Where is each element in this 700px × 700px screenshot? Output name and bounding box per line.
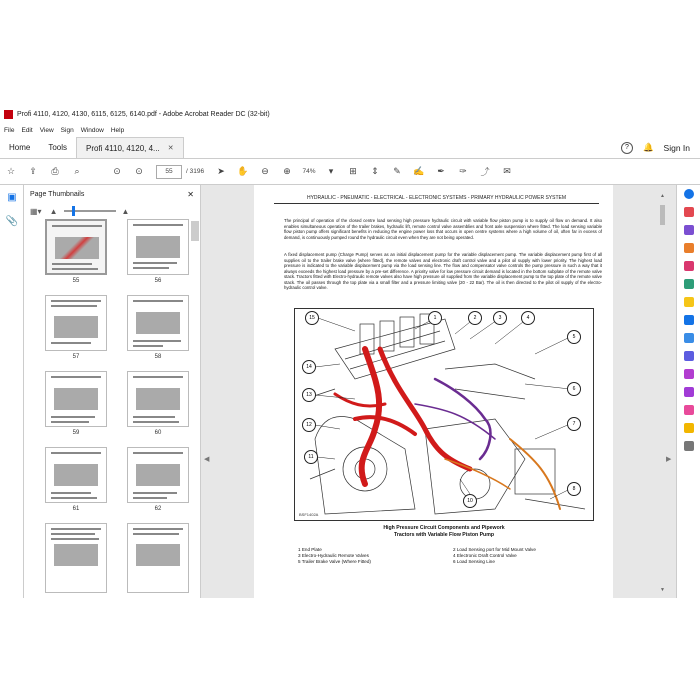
share-icon[interactable]: ⤴ <box>480 167 490 177</box>
large-thumb-icon: ▲ <box>121 206 130 216</box>
print-icon[interactable]: ⎙ <box>51 166 59 176</box>
tabbar-right <box>621 137 700 158</box>
thumbnail-page[interactable] <box>127 447 189 503</box>
callout-4: 4 <box>521 311 535 325</box>
fill-sign-icon[interactable] <box>677 365 700 383</box>
mail-icon[interactable]: ✉ <box>503 166 511 176</box>
scroll-down-icon[interactable]: ▼ <box>660 587 665 593</box>
callout-7: 7 <box>567 417 581 431</box>
acrobat-app-icon <box>4 110 13 119</box>
export-pdf-icon[interactable] <box>677 257 700 275</box>
collapse-left-icon[interactable]: ◀ <box>204 456 210 463</box>
legend-item: 3 Electro-Hydraulic Remote Valves <box>298 553 369 559</box>
callout-14: 14 <box>302 360 316 374</box>
highlight-icon[interactable]: ✍ <box>413 166 425 176</box>
thumbnail-page[interactable] <box>127 295 189 351</box>
legend-item: 4 Electronic Draft Control Valve <box>453 553 517 559</box>
callout-5: 5 <box>567 330 581 344</box>
menu-window[interactable]: Window <box>80 126 104 134</box>
protect-icon[interactable] <box>677 347 700 365</box>
callout-15: 15 <box>305 311 319 325</box>
thumbnail-page[interactable] <box>45 295 107 351</box>
tab-tools[interactable] <box>39 137 76 158</box>
callout-8: 8 <box>567 482 581 496</box>
scroll-mode-icon[interactable]: ⇕ <box>371 166 379 176</box>
select-cursor-icon[interactable]: ➤ <box>217 166 225 176</box>
pen-icon[interactable]: ✒ <box>437 166 445 176</box>
comment-icon[interactable]: ✎ <box>393 166 401 176</box>
paragraph-2: A fixed displacement pump (Charge Pump) serves as an initial displacement pump for the variable displacement pump. The variable displacement pump first of all supplies oil to the trailer brake valve (where fitted), the remote valves and electronic draft control valve and a pilot oil supply with lower priority. The highest load pressure is indicated to the variable displacement pump via the load sensing line. The flow and compensator valve controls the pump pressure in such a way that it always exceeds the highest load pressure by a pre-set difference. A priority valve for low pressure circuit demand is located in the bottom subplate of the remote valve stack. Tractors fitted with Electro-hydraulic remote valves also have high pressure oil supplied from the variable displacement pump to the top plate of the remote valve stack. The oil passes through the top plate via a small filter and a pressure limiting valve (20 - 22 Bar). The oil is then directed to the pilot oil supply of the electro-hydraulic control valve. <box>284 252 602 291</box>
acrobat-window <box>0 105 700 598</box>
page-thumbnails-icon[interactable]: ▣ <box>7 191 17 203</box>
small-thumb-icon: ▲ <box>49 206 58 216</box>
paragraph-1: The principal of operation of the closed centre load sensing high pressure hydraulic circuit with variable flow piston pump is to supply oil flow on demand. It also enables simultaneous operation of the trailer brakes, hydraulic lift, remote control valve assemblies and front axle suspension where fitted. The load sensing variable flow piston pump offers significant benefits in reducing the engine power loss that occurs in open centre systems where a high volume of oil, often far in excess of demand, is continuously pumped round the hydraulic circuit even when they are not being operated. <box>284 218 602 240</box>
main-toolbar <box>0 159 700 185</box>
tab-bar <box>0 137 700 159</box>
legend-item: 5 Trailer Brake Valve (Where Fitted) <box>298 559 371 565</box>
caption-line-1: High Pressure Circuit Components and Pipework <box>383 525 505 531</box>
pdf-page <box>254 185 613 598</box>
tab-home[interactable] <box>0 137 39 158</box>
thumbnail-size-slider[interactable] <box>64 210 116 212</box>
callout-10: 10 <box>463 494 477 508</box>
hydraulic-diagram <box>294 308 594 521</box>
hydraulic-diagram-drawing <box>295 309 594 521</box>
legend-item: 2 Load Sensing port for Mid Mount Valve <box>453 547 536 552</box>
left-nav-rail <box>0 185 24 598</box>
collapse-right-icon[interactable]: ▶ <box>666 456 672 463</box>
thumbnail-number: 61 <box>72 506 80 512</box>
stamp-icon[interactable] <box>677 419 700 437</box>
legend-item: 1 End Plate <box>298 547 322 552</box>
thumbnail-page[interactable] <box>45 219 107 275</box>
thumbnail-number: 57 <box>72 354 80 360</box>
menu-view[interactable]: View <box>39 126 54 134</box>
zoom-out-icon[interactable]: ⊖ <box>261 166 269 176</box>
thumbnail-number: 62 <box>154 506 162 512</box>
tab-document-label: Profi 4110, 4120, 4... <box>86 143 160 153</box>
prev-page-icon[interactable]: ⊙ <box>113 166 121 176</box>
next-page-icon[interactable]: ⊙ <box>135 166 143 176</box>
callout-1: 1 <box>428 311 442 325</box>
sign-in-button[interactable]: Sign In <box>663 142 690 153</box>
create-pdf-icon[interactable] <box>677 203 700 221</box>
close-tab-icon[interactable]: ✕ <box>167 145 174 152</box>
tab-home-label: Home <box>9 143 31 152</box>
callout-12: 12 <box>302 418 316 432</box>
close-panel-icon[interactable]: ✕ <box>187 189 194 199</box>
callout-13: 13 <box>302 388 316 402</box>
edit-pdf-icon[interactable] <box>677 239 700 257</box>
callout-11: 11 <box>304 450 318 464</box>
bell-icon[interactable]: 🔔 <box>642 142 654 152</box>
thumbnail-page[interactable] <box>127 371 189 427</box>
document-viewer <box>201 185 676 598</box>
thumbnail-number: 59 <box>72 430 80 436</box>
menu-edit[interactable]: Edit <box>21 126 33 134</box>
caption-line-2: Tractors with Variable Flow Piston Pump <box>393 531 495 538</box>
scan-ocr-icon[interactable] <box>677 329 700 347</box>
callout-2: 2 <box>468 311 482 325</box>
send-for-review-icon[interactable] <box>677 311 700 329</box>
scrollbar-thumb[interactable] <box>660 205 665 225</box>
figure-id: BSF1402A <box>299 512 319 517</box>
legend-row <box>298 559 598 565</box>
combine-files-icon[interactable] <box>677 221 700 239</box>
certificates-icon[interactable] <box>677 401 700 419</box>
thumbnails-title: Page Thumbnails <box>30 190 85 198</box>
sign-icon[interactable]: ✑ <box>459 166 467 176</box>
thumbnail-number: 55 <box>72 278 80 284</box>
callout-6: 6 <box>567 382 581 396</box>
upload-icon[interactable]: ⇪ <box>29 166 37 176</box>
thumbnail-page[interactable] <box>127 219 189 275</box>
menu-help[interactable]: Help <box>110 126 125 134</box>
page-number-input[interactable]: 55 <box>156 165 182 179</box>
thumbnail-number: 60 <box>154 430 162 436</box>
thumbnail-page[interactable] <box>45 447 107 503</box>
figure-legend <box>298 547 598 566</box>
window-title: Profi 4110, 4120, 4130, 6115, 6125, 6140.pdf - Adobe Acrobat Reader DC (32-bit) <box>17 110 270 118</box>
menu-sign[interactable]: Sign <box>60 126 74 134</box>
attachments-icon[interactable]: 📎 <box>5 215 19 227</box>
menu-file[interactable]: File <box>4 126 15 134</box>
page-header: HYDRAULIC - PNEUMATIC - ELECTRICAL - ELECTRONIC SYSTEMS - PRIMARY HYDRAULIC POWER SYSTEM <box>274 195 599 204</box>
right-tools-rail <box>676 185 700 598</box>
thumbnail-page[interactable] <box>127 523 189 593</box>
thumbnail-page[interactable] <box>45 523 107 593</box>
bookmark-icon[interactable]: ☆ <box>6 166 16 176</box>
send-sign-icon[interactable] <box>677 383 700 401</box>
organize-pages-icon[interactable] <box>677 275 700 293</box>
search-icon[interactable]: ⌕ <box>74 166 80 176</box>
scroll-up-icon[interactable]: ▲ <box>660 193 665 199</box>
zoom-level[interactable]: 74% <box>302 168 316 175</box>
thumbnail-number: 56 <box>154 278 162 284</box>
menu-bar <box>0 123 700 137</box>
page-total: / 3196 <box>186 168 205 175</box>
callout-3: 3 <box>493 311 507 325</box>
tab-tools-label: Tools <box>48 143 68 152</box>
legend-item: 6 Load Sensing Line <box>453 559 495 565</box>
thumbnail-options-icon[interactable]: ▦▾ <box>30 206 42 216</box>
hand-tool-icon[interactable]: ✋ <box>237 166 249 176</box>
zoom-in-icon[interactable]: ⊕ <box>283 166 291 176</box>
search-tool-icon[interactable] <box>677 185 700 203</box>
thumbnail-number: 58 <box>154 354 162 360</box>
fit-page-icon[interactable]: ⊞ <box>349 166 357 176</box>
zoom-dropdown-icon[interactable]: ▾ <box>328 166 334 176</box>
slider-knob[interactable] <box>72 206 75 216</box>
comment-tool-icon[interactable] <box>677 293 700 311</box>
more-tools-icon[interactable] <box>677 437 700 455</box>
thumbnails-panel <box>24 185 201 598</box>
tab-document[interactable] <box>76 137 184 158</box>
title-bar <box>0 105 700 123</box>
document-scrollbar[interactable] <box>660 193 666 593</box>
figure-caption <box>294 525 594 539</box>
thumbnail-page[interactable] <box>45 371 107 427</box>
thumbnail-list <box>24 219 200 598</box>
help-icon[interactable]: ? <box>621 142 633 154</box>
thumbnail-scrollbar[interactable] <box>191 221 199 241</box>
